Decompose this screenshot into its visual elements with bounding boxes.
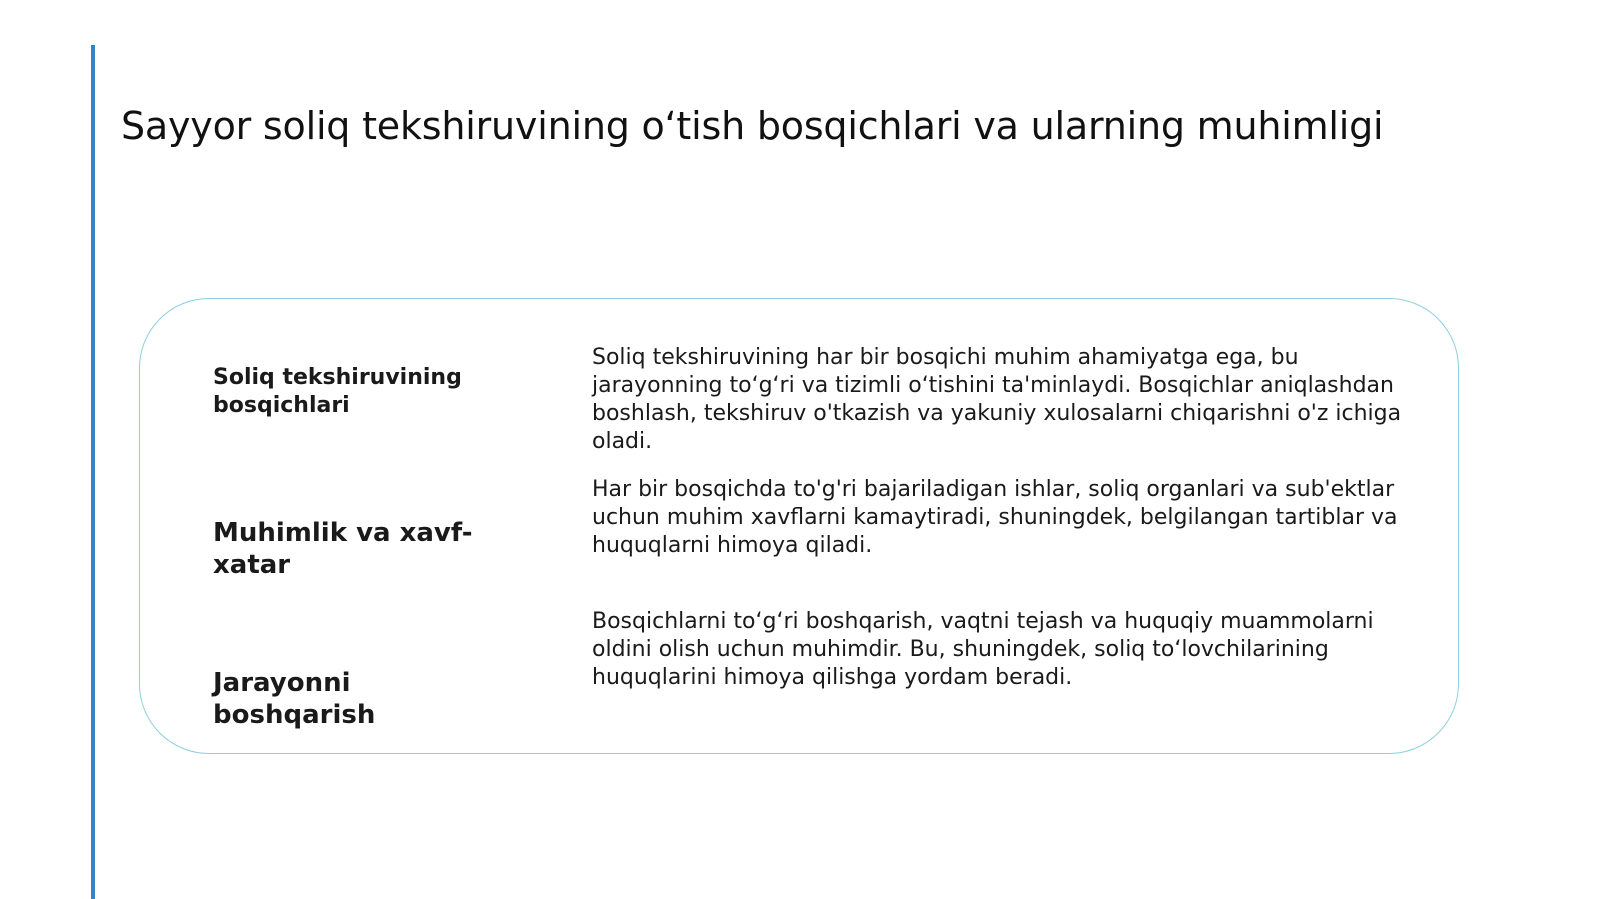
- row-label-stages: Soliq tekshiruvining bosqichlari: [213, 365, 462, 418]
- row-text-importance: Har bir bosqichda to'g'ri bajariladigan ishlar, soliq organlari va sub'ektlar uchun muhim xavflarni kamaytiradi, shuningdek, belgilangan tartiblar va huquqlarni himoya qiladi.: [592, 477, 1398, 558]
- row-text-stages: Soliq tekshiruvining har bir bosqichi muhim ahamiyatga ega, bu jarayonning to‘g‘ri va tizimli o‘tishini ta'minlaydi. Bosqichlar aniqlashdan boshlash, tekshiruv o'tkazish va yakuniy xulosalarni chiqarishni o'z ichiga oladi.: [592, 345, 1402, 454]
- row-label-process: Jarayonni boshqarish: [213, 668, 376, 730]
- content-card: [139, 298, 1459, 754]
- accent-bar: [91, 45, 95, 899]
- slide-title: Sayyor soliq tekshiruvining o‘tish bosqichlari va ularning muhimligi: [121, 104, 1384, 148]
- row-text-process: Bosqichlarni to‘g‘ri boshqarish, vaqtni tejash va huquqiy muammolarni oldini olish uchun muhimdir. Bu, shuningdek, soliq to‘lovchilarining huquqlarini himoya qilishga yordam beradi.: [592, 609, 1374, 690]
- row-label-importance: Muhimlik va xavf-xatar: [213, 518, 473, 580]
